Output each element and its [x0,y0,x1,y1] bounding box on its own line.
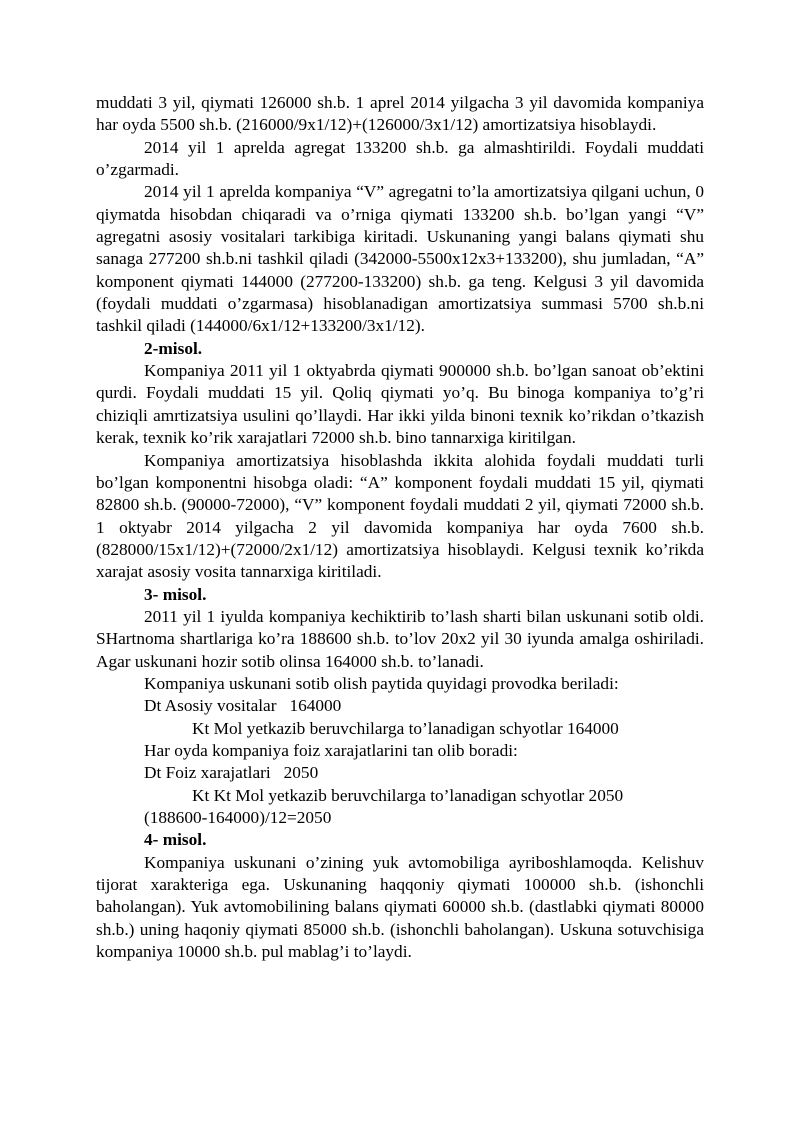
example-3-heading: 3- misol. [144,584,207,604]
paragraph-entry-intro: Kompaniya uskunani sotib olish paytida quyidagi provodka beriladi: [144,673,619,693]
paragraph-replacement: 2014 yil 1 aprelda agregat 133200 sh.b. ga almashtirildi. Foydali muddati o’zgarmadi. [96,137,704,180]
example-2-heading: 2-misol. [144,338,203,358]
document-page [96,92,704,963]
interest-formula: (188600-164000)/12=2050 [144,808,332,827]
entry-debit-fixed-assets: Dt Asosiy vositalar 164000 [144,696,342,716]
entry-credit-suppliers-interest: Kt Kt Mol yetkazib beruvchilarga to’lanadigan schyotlar 2050 [192,785,624,805]
entry-credit-suppliers: Kt Mol yetkazib beruvchilarga to’lanadigan schyotlar 164000 [192,718,619,738]
paragraph-exchange: Kompaniya uskunani o’zining yuk avtomobiliga ayriboshlamoqda. Kelishuv tijorat xarakteriga ega. Uskunaning haqqoniy qiymati 100000 sh.b. (ishonchli baholangan). Yuk avtomobilining balans qiymati 60000 sh.b. (dastlabki qiymati 80000 sh.b.) uning haqoniy qiymati 85000 sh.b. (ishonchli baholangan). Uskuna sotuvchisiga kompaniya 10000 sh.b. pul mablag’i to’laydi. [96,852,704,962]
paragraph-components: Kompaniya amortizatsiya hisoblashda ikkita alohida foydali muddati turli bo’lgan komponentni hisobga oladi: “A” komponent foydali muddati 15 yil, qiymati 82800 sh.b. (90000-72000), “V” komponent foydali muddati 2 yil, qiymati 72000 sh.b. 1 oktyabr 2014 yilgacha 2 yil davomida kompaniya har oyda 7600 sh.b. (828000/15x1/12)+(72000/2x1/12) amortizatsiya hisoblaydi. Kelgusi texnik ko’rikda xarajat asosiy vosita tannarxiga kiritiladi. [96,450,704,582]
paragraph-new-balance: 2014 yil 1 aprelda kompaniya “V” agregatni to’la amortizatsiya qilgani uchun, 0 qiymatda hisobdan chiqaradi va o’rniga qiymati 133200 sh.b. bo’lgan yangi “V” agregatni asosiy vositalari tarkibiga kiritadi. Uskunaning yangi balans qiymati shu sanaga 277200 sh.b.ni tashkil qiladi (342000-5500x12x3+133200), shu jumladan, “A” komponent qiymati 144000 (277200-133200) sh.b. ga teng. Kelgusi 3 yil davomida (foydali muddati o’zgarmasa) hisoblanadigan amortizatsiya summasi 5700 sh.b.ni tashkil qiladi (144000/6x1/12+133200/3x1/12). [96,182,704,336]
paragraph-industrial-object: Kompaniya 2011 yil 1 oktyabrda qiymati 900000 sh.b. bo’lgan sanoat ob’ektini qurdi. Foydali muddati 15 yil. Qoliq qiymati yo’q. Bu binoga kompaniya to’g’ri chiziqli amrtizatsiya usulini qo’llaydi. Har ikki yilda binoni texnik ko’rikdan o’tkazish kerak, texnik ko’rik xarajatlari 72000 sh.b. bino tannarxiga kiritilgan. [96,361,704,448]
paragraph-continuation: muddati 3 yil, qiymati 126000 sh.b. 1 aprel 2014 yilgacha 3 yil davomida kompaniya har oyda 5500 sh.b. (216000/9x1/12)+(126000/3x1/12) amortizatsiya hisoblaydi. [96,93,704,135]
paragraph-interest-intro: Har oyda kompaniya foiz xarajatlarini tan olib boradi: [144,740,518,760]
entry-debit-interest: Dt Foiz xarajatlari 2050 [144,763,319,783]
paragraph-deferred-payment: 2011 yil 1 iyulda kompaniya kechiktirib to’lash sharti bilan uskunani sotib oldi. SHartnoma shartlariga ko’ra 188600 sh.b. to’lov 20x2 yil 30 iyunda amalga oshiriladi. Agar uskunani hozir sotib olinsa 164000 sh.b. to’lanadi. [96,606,704,671]
example-4-heading: 4- misol. [144,830,207,850]
